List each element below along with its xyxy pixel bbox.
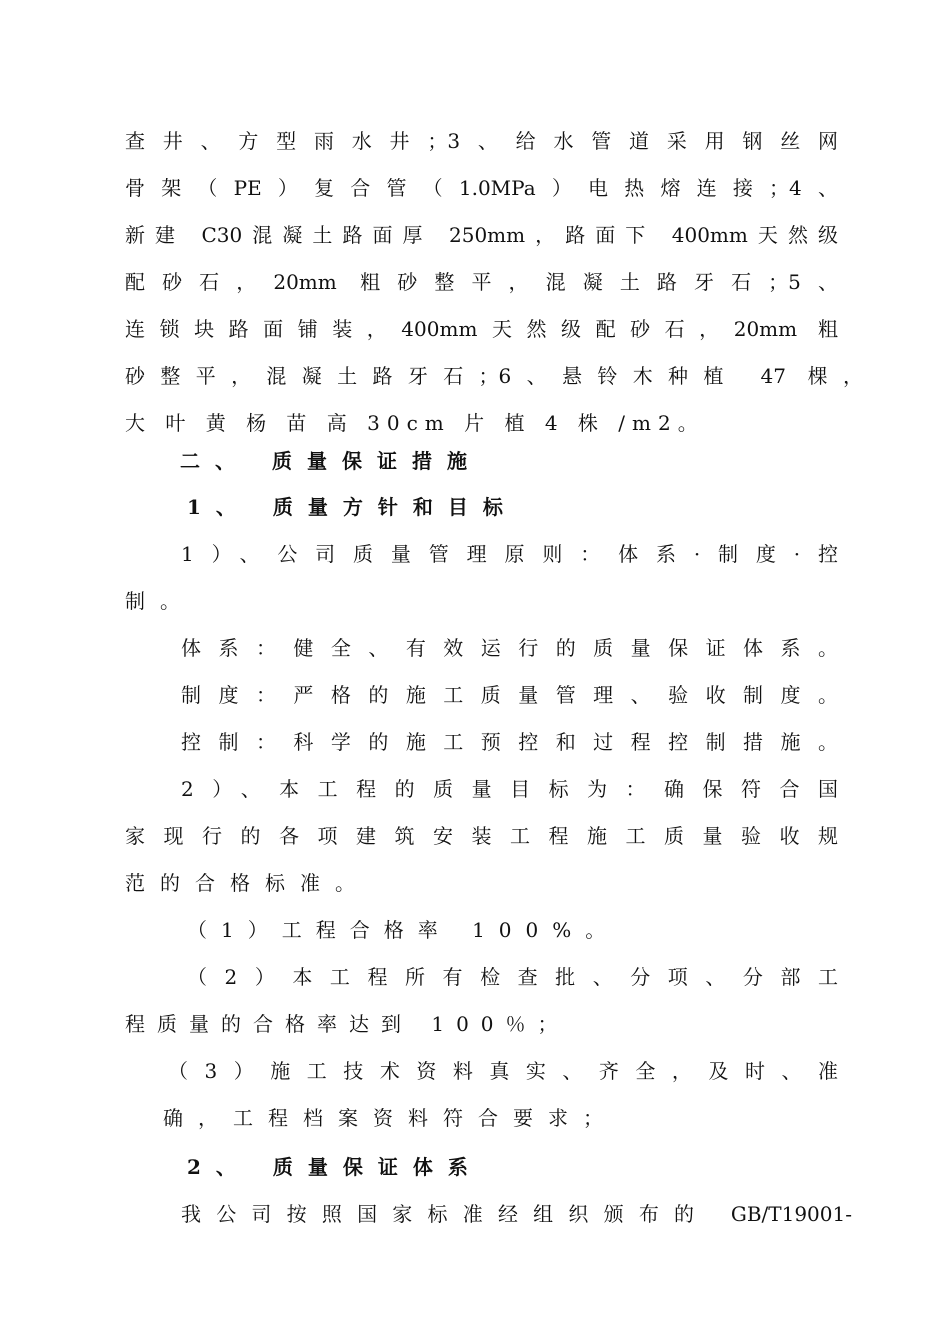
principle-system: 体系：健全、有效运行的质量保证体系。 (181, 636, 838, 660)
target-item: 程质量的合格率达到 100％； (125, 1012, 570, 1036)
list-item-line: 1）、公司质量管理原则：体系·制度·控 (181, 542, 838, 566)
body-text-line: 骨架（PE）复合管（1.0MPa）电热熔连接；4、 (125, 176, 838, 200)
subsection-heading: 1、 质量方针和目标 (187, 495, 518, 519)
target-item: （1）工程合格率 100%。 (187, 918, 620, 942)
target-item: （3）施工技术资料真实、齐全，及时、准 (168, 1059, 838, 1083)
list-item-line: 范的合格标准。 (125, 871, 370, 895)
principle-regulation: 制度：严格的施工质量管理、验收制度。 (181, 683, 838, 707)
body-text-line: 配砂石，20mm 粗砂整平，混凝土路牙石；5、 (125, 270, 838, 294)
list-item-line: 家现行的各项建筑安装工程施工质量验收规 (125, 824, 838, 848)
body-text-line: 查井、方型雨水井；3、给水管道采用钢丝网 (125, 129, 838, 153)
body-text-line: 我公司按照国家标准经组织颁布的 GB/T19001- (181, 1202, 852, 1226)
target-item: （2）本工程所有检查批、分项、分部工 (187, 965, 838, 989)
body-text-line: 大 叶 黄 杨 苗 高 30cm 片 植 4 株 /m2。 (125, 411, 705, 435)
target-item: 确，工程档案资料符合要求； (163, 1106, 618, 1130)
list-item-line: 2）、本工程的质量目标为：确保符合国 (181, 777, 838, 801)
body-text-line: 砂整平，混凝土路牙石；6、悬铃木种植 47 棵， (125, 364, 863, 388)
body-text-line: 新建 C30混凝土路面厚 250mm，路面下 400mm天然级 (125, 223, 838, 247)
body-text-line: 连锁块路面铺装，400mm天然级配砂石，20mm 粗 (125, 317, 838, 341)
subsection-heading: 2、 质量保证体系 (187, 1155, 483, 1179)
section-heading: 二、 质量保证措施 (180, 449, 482, 473)
list-item-line: 制。 (125, 589, 195, 613)
principle-control: 控制：科学的施工预控和过程控制措施。 (181, 730, 838, 754)
